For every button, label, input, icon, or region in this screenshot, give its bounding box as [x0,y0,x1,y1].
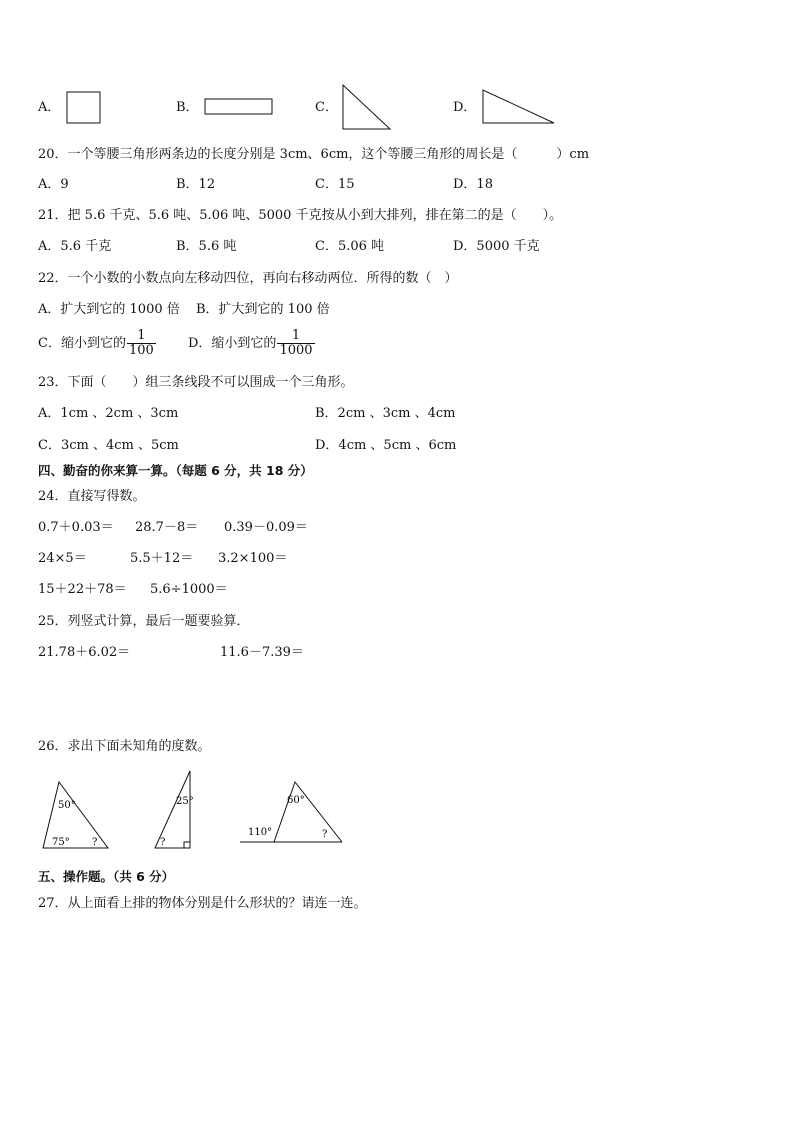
q22-option-c-prefix: C．缩小到它的 [38,336,126,351]
q22-option-d-prefix: D．缩小到它的 [188,336,277,351]
q20-text: 20．一个等腰三角形两条边的长度分别是 3cm、6cm，这个等腰三角形的周长是（ ）cm [38,147,590,162]
q22-option-a: A．扩大到它的 1000 倍 [38,302,180,317]
q21-option-c: C．5.06 吨 [315,239,385,254]
q25-item1: 21.78＋6.02＝ [38,645,131,660]
q22-option-b: B．扩大到它的 100 倍 [196,302,330,317]
q24-text: 24．直接写得数。 [38,489,146,504]
q19-option-d-triangle [480,88,556,126]
q25-text: 25．列竖式计算，最后一题要验算． [38,614,250,629]
q19-option-a-square [66,91,102,125]
q24-row3-item1: 15＋22＋78＝ [38,582,127,597]
q26-tri1-left-angle: 75° [52,837,70,848]
q26-tri1-top-angle: 50° [58,800,76,811]
q27-text: 27．从上面看上排的物体分别是什么形状的？请连一连。 [38,896,367,911]
q22-option-d-denominator: 1000 [279,343,313,358]
q26-tri3-right-angle: ? [322,829,328,840]
q23-option-b: B．2cm 、3cm 、4cm [315,406,456,421]
q26-tri3-top-angle: 60° [287,795,305,806]
q19-option-d-label: D． [453,100,477,115]
q20-option-d: D．18 [453,177,493,192]
q26-triangle-2 [150,768,196,852]
section5-title: 五、操作题。（共 6 分） [38,869,175,884]
q26-triangle-1 [40,778,112,852]
q23-option-a: A．1cm 、2cm 、3cm [38,406,179,421]
q20-option-b: B．12 [176,177,216,192]
q22-option-c-numerator: 1 [127,329,156,344]
q21-text: 21．把 5.6 千克、5.6 吨、5.06 吨、5000 千克按从小到大排列，排在第二的是（ ）。 [38,208,563,223]
q23-option-c: C．3cm 、4cm 、5cm [38,438,179,453]
q20-option-a: A．9 [38,177,69,192]
q24-row2-item1: 24×5＝ [38,551,87,566]
q21-option-d: D．5000 千克 [453,239,540,254]
q26-tri1-right-angle: ? [92,837,98,848]
q21-option-b: B．5.6 吨 [176,239,237,254]
q21-option-a: A．5.6 千克 [38,239,112,254]
q19-option-b-label: B． [176,100,199,115]
q22-option-d [188,329,315,359]
q22-option-d-numerator: 1 [277,329,314,344]
q26-triangle-3 [238,778,346,848]
q25-item2: 11.6－7.39＝ [220,645,304,660]
q26-tri2-top-angle: 25° [176,796,194,807]
q22-option-d-fraction [277,329,314,358]
q19-option-c-label: C． [315,100,338,115]
q24-row1-item2: 28.7－8＝ [135,520,199,535]
q24-row1-item3: 0.39－0.09＝ [224,520,308,535]
q19-option-b-rectangle [204,98,274,116]
q22-option-c [38,329,156,359]
q20-option-c: C．15 [315,177,355,192]
q22-option-c-fraction [127,329,156,358]
q19-option-c-triangle [340,83,392,131]
q26-tri3-exterior-angle: 110° [248,827,273,838]
q24-row2-item2: 5.5＋12＝ [130,551,194,566]
q23-text: 23．下面（ ）组三条线段不可以围成一个三角形。 [38,375,354,390]
q24-row3-item2: 5.6÷1000＝ [150,582,228,597]
q23-option-d: D．4cm 、5cm 、6cm [315,438,457,453]
section4-title: 四、勤奋的你来算一算。（每题 6 分，共 18 分） [38,463,313,478]
q24-row1-item1: 0.7＋0.03＝ [38,520,114,535]
q26-text: 26．求出下面未知角的度数。 [38,739,211,754]
q22-option-c-denominator: 100 [128,343,154,358]
q22-text: 22．一个小数的小数点向左移动四位，再向右移动两位．所得的数（ ） [38,271,458,286]
q24-row2-item3: 3.2×100＝ [218,551,288,566]
q19-option-a-label: A． [38,100,61,115]
q26-tri2-bottom-angle: ? [160,837,166,848]
